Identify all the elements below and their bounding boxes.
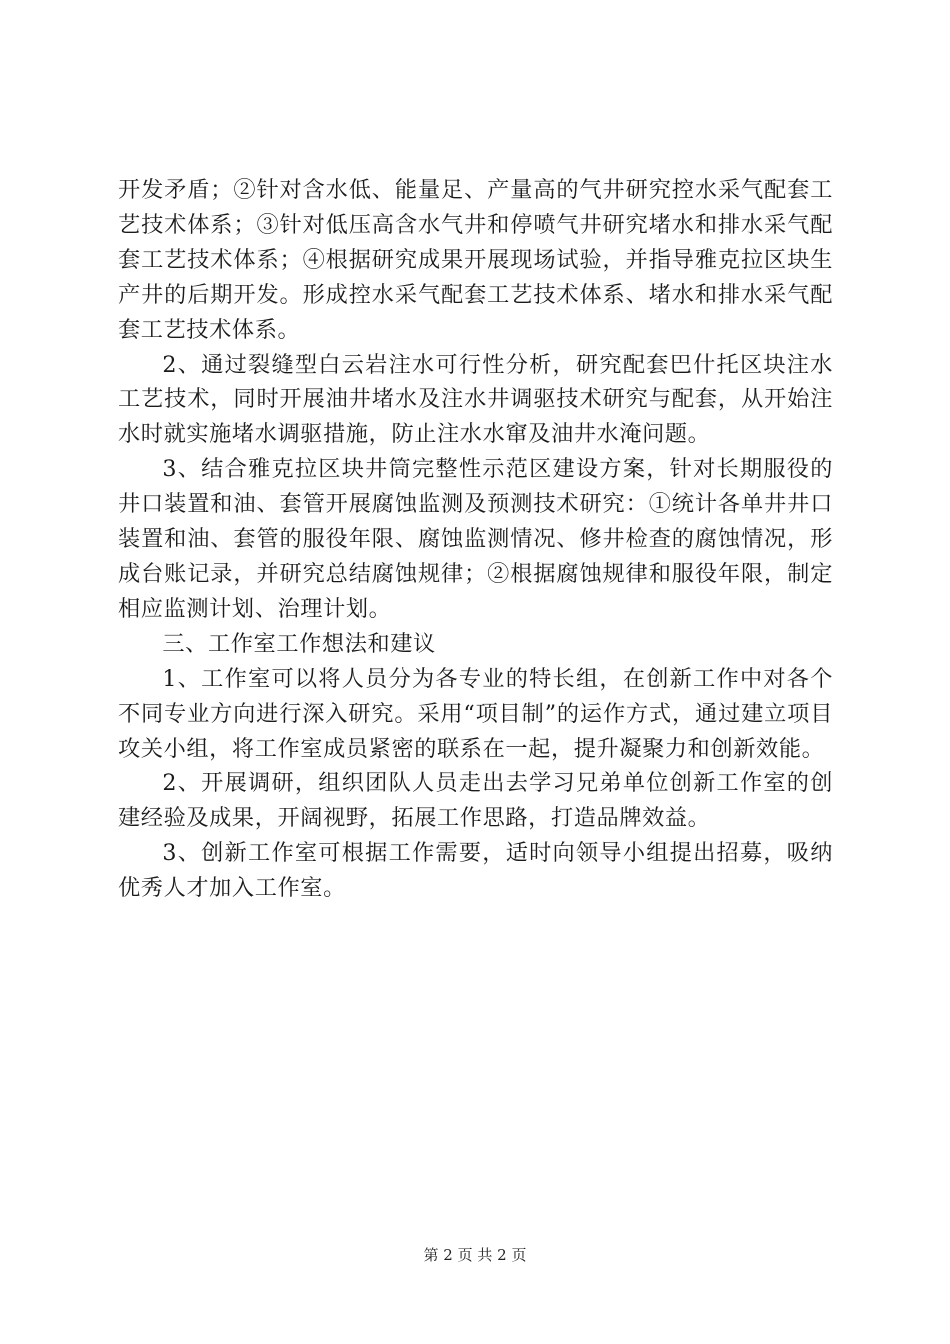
suggestion-item-3: 3、创新工作室可根据工作需要，适时向领导小组提出招募，吸纳优秀人才加入工作室。 (118, 840, 833, 902)
paragraph-continuation: 开发矛盾；②针对含水低、能量足、产量高的气井研究控水采气配套工艺技术体系；③针对低压高含水气井和停喷气井研究堵水和排水采气配套工艺技术体系；④根据研究成果开展现场试验，并指导雅克拉区块生产井的后期开发。形成控水采气配套工艺技术体系、堵水和排水采气配套工艺技术体系。 (118, 177, 833, 343)
page-number-footer: 第 2 页 共 2 页 (423, 1246, 527, 1264)
document-body (118, 173, 833, 906)
section-heading: 三、工作室工作想法和建议 (162, 630, 436, 657)
paragraph-item-3: 3、结合雅克拉区块井筒完整性示范区建设方案，针对长期服役的井口装置和油、套管开展腐蚀监测及预测技术研究：①统计各单井井口装置和油、套管的服役年限、腐蚀监测情况、修井检查的腐蚀情况，形成台账记录，并研究总结腐蚀规律；②根据腐蚀规律和服役年限，制定相应监测计划、治理计划。 (118, 456, 833, 622)
suggestion-item-1: 1、工作室可以将人员分为各专业的特长组，在创新工作中对各个不同专业方向进行深入研究。采用“项目制”的运作方式，通过建立项目攻关小组，将工作室成员紧密的联系在一起，提升凝聚力和创新效能。 (118, 665, 833, 762)
suggestion-item-2: 2、开展调研，组织团队人员走出去学习兄弟单位创新工作室的创建经验及成果，开阔视野，拓展工作思路，打造品牌效益。 (118, 770, 833, 832)
paragraph-item-2: 2、通过裂缝型白云岩注水可行性分析，研究配套巴什托区块注水工艺技术，同时开展油井堵水及注水井调驱技术研究与配套，从开始注水时就实施堵水调驱措施，防止注水水窜及油井水淹问题。 (118, 351, 833, 448)
